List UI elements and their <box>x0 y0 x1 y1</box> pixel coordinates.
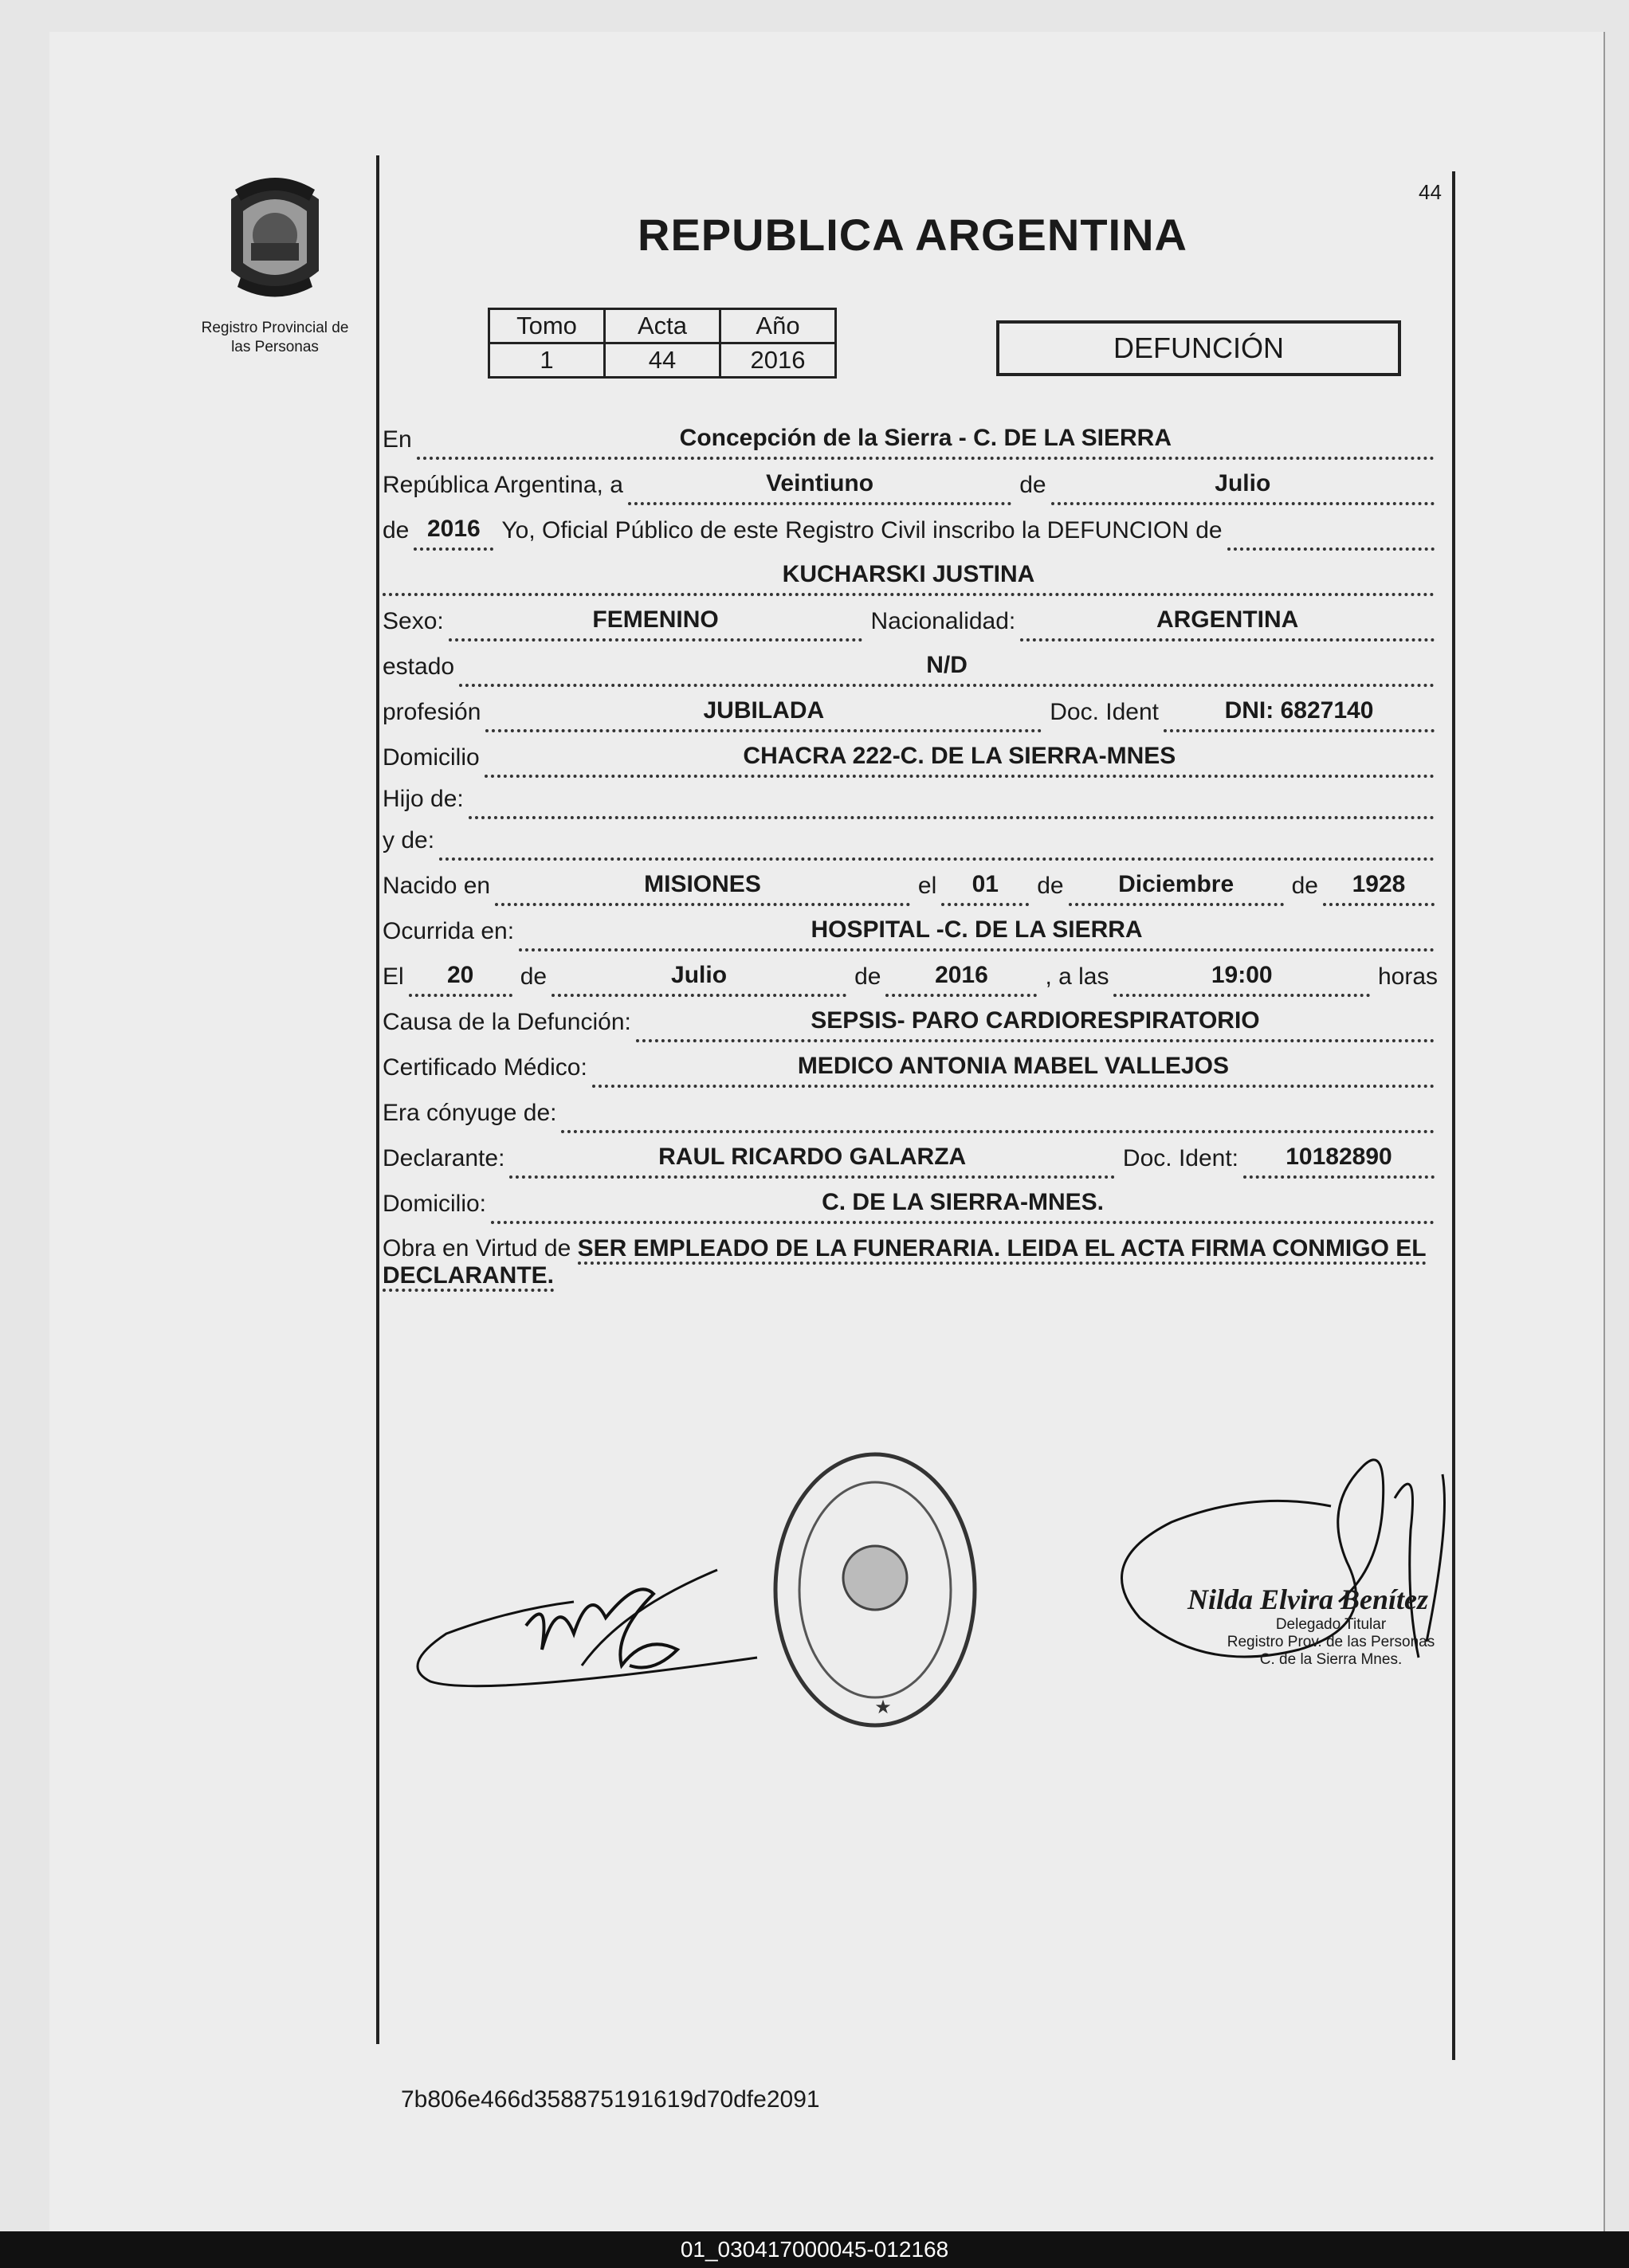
a-las-label: , a las <box>1045 963 1109 990</box>
day-field: Veintiuno <box>628 470 1011 505</box>
causa-label: Causa de la Defunción: <box>383 1009 631 1035</box>
de-label: de <box>1019 472 1046 498</box>
de-label: de <box>1037 873 1064 899</box>
row-nacido <box>383 861 1443 906</box>
domicilio-field: CHACRA 222-C. DE LA SIERRA-MNES <box>485 743 1435 778</box>
nacionalidad-label: Nacionalidad: <box>870 608 1016 634</box>
table-value-acta: 44 <box>605 343 720 378</box>
registry-line-1: Registro Provincial de <box>201 320 349 336</box>
profesion-label: profesión <box>383 699 481 725</box>
table-value-tomo: 1 <box>489 343 605 378</box>
row-ocurrida <box>383 906 1443 952</box>
declarante-doc-field: 10182890 <box>1243 1144 1435 1179</box>
horas-label: horas <box>1377 963 1438 990</box>
province-seal-icon <box>215 167 335 311</box>
row-domicilio2 <box>383 1179 1443 1224</box>
scan-id-strip: 01_030417000045-012168 <box>0 2231 1629 2268</box>
ocurrida-field: HOSPITAL -C. DE LA SIERRA <box>519 916 1435 952</box>
row-obra <box>383 1235 1443 1289</box>
right-margin-rule <box>1452 171 1455 2060</box>
row-sexo <box>383 596 1443 642</box>
official-stamp <box>763 1442 987 1737</box>
declarant-signature <box>414 1562 765 1721</box>
row-declarante <box>383 1133 1443 1179</box>
row-domicilio <box>383 732 1443 778</box>
republica-label: República Argentina, a <box>383 472 623 498</box>
deceased-name-field: KUCHARSKI JUSTINA <box>383 561 1435 596</box>
domicilio-label: Domicilio <box>383 744 480 771</box>
place-field: Concepción de la Sierra - C. DE LA SIERRA <box>417 425 1435 460</box>
document-title: REPUBLICA ARGENTINA <box>638 210 1187 260</box>
de-label: de <box>520 963 548 990</box>
declarante-doc-label: Doc. Ident: <box>1122 1145 1238 1171</box>
row-en <box>383 414 1443 460</box>
row-profesion <box>383 687 1443 732</box>
declarante-field: RAUL RICARDO GALARZA <box>509 1144 1115 1179</box>
obra-field: SER EMPLEADO DE LA FUNERARIA. LEIDA EL ACTA FIRMA CONMIGO EL DECLARANTE. <box>383 1235 1427 1292</box>
table-header-tomo: Tomo <box>489 309 605 343</box>
ocurrida-label: Ocurrida en: <box>383 918 515 944</box>
official-line-1: Delegado Titular <box>1275 1616 1387 1633</box>
row-y-de <box>383 819 1443 861</box>
death-time-field: 19:00 <box>1113 962 1369 997</box>
de-label: de <box>383 517 410 543</box>
domicilio2-label: Domicilio: <box>383 1191 487 1217</box>
left-margin-rule <box>376 155 379 2044</box>
svg-text:★: ★ <box>874 1697 892 1718</box>
y-de-label: y de: <box>383 827 435 853</box>
official-name: Nilda Elvira Benítez <box>1187 1583 1429 1615</box>
nacionalidad-field: ARGENTINA <box>1020 606 1435 642</box>
sexo-label: Sexo: <box>383 608 444 634</box>
table-value-ano: 2016 <box>720 343 836 378</box>
death-day-field: 20 <box>409 962 512 997</box>
profesion-field: JUBILADA <box>485 697 1042 732</box>
sexo-field: FEMENINO <box>449 606 863 642</box>
nacido-label: Nacido en <box>383 873 491 899</box>
domicilio2-field: C. DE LA SIERRA-MNES. <box>491 1189 1435 1224</box>
certificado-label: Certificado Médico: <box>383 1054 587 1081</box>
document-hash: 7b806e466d358875191619d70dfe2091 <box>401 2086 820 2113</box>
row-estado <box>383 642 1443 687</box>
causa-field: SEPSIS- PARO CARDIORESPIRATORIO <box>636 1007 1435 1042</box>
hijo-field <box>469 787 1435 819</box>
row-date <box>383 460 1443 505</box>
death-month-field: Julio <box>552 962 846 997</box>
hijo-label: Hijo de: <box>383 786 464 812</box>
table-header-acta: Acta <box>605 309 720 343</box>
doc-ident-field: DNI: 6827140 <box>1164 697 1435 732</box>
y-de-field <box>439 829 1435 861</box>
en-label: En <box>383 426 412 453</box>
official-line-2: Registro Prov. de las Personas <box>1227 1634 1435 1650</box>
blank-field <box>1227 519 1435 551</box>
certificado-field: MEDICO ANTONIA MABEL VALLEJOS <box>592 1053 1435 1088</box>
el-cap-label: El <box>383 963 404 990</box>
row-hijo <box>383 778 1443 819</box>
nacido-field: MISIONES <box>495 871 910 906</box>
inscribo-text: Yo, Oficial Público de este Registro Civil inscribo la DEFUNCION de <box>501 517 1223 543</box>
row-causa <box>383 997 1443 1042</box>
death-year-field: 2016 <box>885 962 1037 997</box>
record-table <box>488 308 837 379</box>
table-header-ano: Año <box>720 309 836 343</box>
year-field: 2016 <box>414 516 493 551</box>
page-number: 44 <box>1419 180 1442 204</box>
estado-field: N/D <box>459 652 1435 687</box>
de-label: de <box>1291 873 1318 899</box>
death-record-form <box>383 414 1443 1289</box>
el-label: el <box>917 873 937 899</box>
birth-day-field: 01 <box>941 871 1029 906</box>
row-conyuge <box>383 1088 1443 1133</box>
official-line-3: C. de la Sierra Mnes. <box>1259 1651 1403 1668</box>
official-title <box>1187 1616 1474 1669</box>
record-type-box: DEFUNCIÓN <box>996 320 1401 376</box>
obra-label: Obra en Virtud de <box>383 1235 571 1262</box>
month-field: Julio <box>1051 470 1435 505</box>
row-death-date <box>383 952 1443 997</box>
de-label: de <box>854 963 881 990</box>
row-certificado <box>383 1042 1443 1088</box>
conyuge-field <box>561 1101 1435 1133</box>
row-name <box>383 551 1443 596</box>
registry-label <box>179 319 371 357</box>
estado-label: estado <box>383 653 455 680</box>
birth-year-field: 1928 <box>1323 871 1435 906</box>
conyuge-label: Era cónyuge de: <box>383 1100 557 1126</box>
row-inscribo <box>383 505 1443 551</box>
doc-ident-label: Doc. Ident <box>1050 699 1159 725</box>
birth-month-field: Diciembre <box>1069 871 1284 906</box>
declarante-label: Declarante: <box>383 1145 505 1171</box>
registry-line-2: las Personas <box>231 339 319 355</box>
